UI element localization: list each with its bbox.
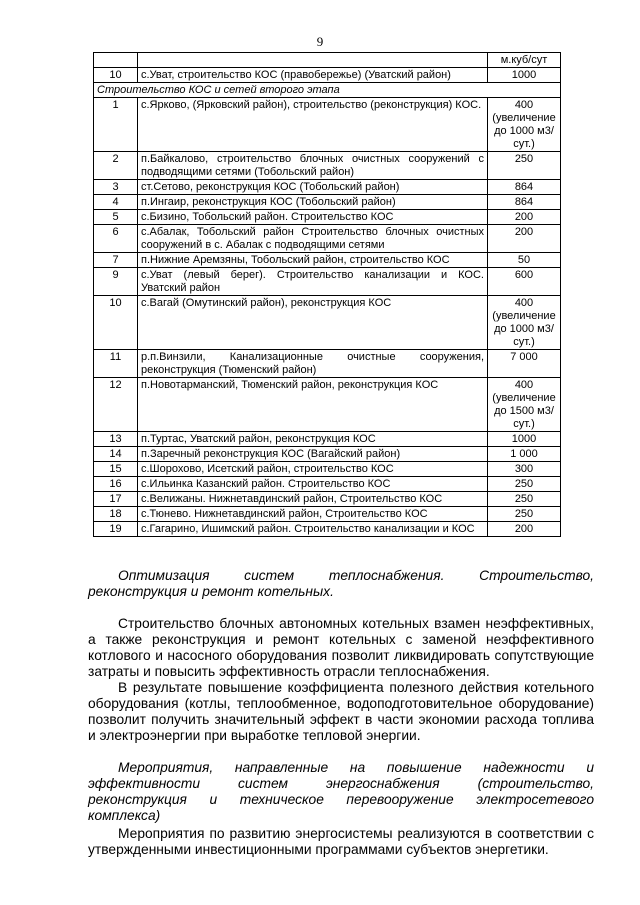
row-capacity: м.куб/сут [488, 53, 561, 68]
row-number: 5 [94, 210, 138, 225]
row-capacity: 200 [488, 210, 561, 225]
table-row [94, 507, 561, 522]
paragraph-energy-system: Мероприятия по развитию энергосистемы реализуются в соответствии с утвержденными инвестиционными программами субъектов энергетики. [88, 826, 594, 857]
table-row [94, 225, 561, 253]
row-capacity: 1 000 [488, 447, 561, 462]
row-description: с.Уват, строительство КОС (правобережье) (Уватский район) [138, 68, 488, 83]
table-row [94, 477, 561, 492]
row-description: с.Ярково, (Ярковский район), строительство (реконструкция) КОС. [138, 98, 488, 152]
row-number: 6 [94, 225, 138, 253]
works-table [93, 52, 561, 537]
row-number: 14 [94, 447, 138, 462]
row-number: 13 [94, 432, 138, 447]
row-capacity: 1000 [488, 432, 561, 447]
row-description: с.Ильинка Казанский район. Строительство КОС [138, 477, 488, 492]
row-capacity: 400 (увеличение до 1000 м3/сут.) [488, 98, 561, 152]
row-description: р.п.Винзили, Канализационные очистные сооружения, реконструкция (Тюменский район) [138, 350, 488, 378]
row-description: п.Туртас, Уватский район, реконструкция КОС [138, 432, 488, 447]
section-heating-body [88, 616, 594, 744]
table-row [94, 350, 561, 378]
table-row [94, 152, 561, 180]
table-row [94, 180, 561, 195]
row-number [94, 53, 138, 68]
row-number: 18 [94, 507, 138, 522]
row-description: п.Ингаир, реконструкция КОС (Тобольский район) [138, 195, 488, 210]
paragraph-boilers: Строительство блочных автономных котельных взамен неэффективных, а также реконструкция и ремонт котельных с заменой неэффективного котлового и насосного оборудования позволит ликвидировать сопутствующие затраты и повысить эффективность отрасли теплоснабжения. [88, 616, 594, 679]
row-capacity: 864 [488, 180, 561, 195]
section-title: Строительство КОС и сетей второго этапа [94, 83, 561, 98]
row-number: 4 [94, 195, 138, 210]
table-row [94, 378, 561, 432]
row-number: 19 [94, 522, 138, 537]
heading-power-supply: Мероприятия, направленные на повышение надежности и эффективности систем энергоснабжения (строительство, реконструкция и техническое перевооружение электросетевого комплекса) [88, 760, 594, 823]
row-capacity: 600 [488, 268, 561, 296]
paragraph-efficiency: В результате повышение коэффициента полезного действия котельного оборудования (котлы, теплообменное, водоподготовительное оборудование) позволит получить значительный эффект в части экономии расхода топлива и электроэнергии при выработке тепловой энергии. [88, 680, 594, 743]
table-row [94, 53, 561, 68]
row-description: с.Тюнево. Нижнетавдинский район, Строительство КОС [138, 507, 488, 522]
row-description: п.Новотарманский, Тюменский район, реконструкция КОС [138, 378, 488, 432]
row-number: 11 [94, 350, 138, 378]
row-capacity: 250 [488, 492, 561, 507]
row-capacity: 250 [488, 152, 561, 180]
row-capacity: 200 [488, 522, 561, 537]
table-row [94, 195, 561, 210]
section-power [88, 760, 594, 824]
table-row [94, 492, 561, 507]
heading-heat-supply: Оптимизация систем теплоснабжения. Строительство, реконструкция и ремонт котельных. [88, 568, 594, 599]
table-row [94, 268, 561, 296]
row-number: 3 [94, 180, 138, 195]
section-power-body [88, 826, 594, 858]
row-capacity: 400 (увеличение до 1500 м3/сут.) [488, 378, 561, 432]
row-number: 10 [94, 68, 138, 83]
row-number: 12 [94, 378, 138, 432]
table-section-row [94, 83, 561, 98]
row-capacity: 400 (увеличение до 1000 м3/сут.) [488, 296, 561, 350]
table-row [94, 253, 561, 268]
row-number: 17 [94, 492, 138, 507]
row-capacity: 864 [488, 195, 561, 210]
row-capacity: 300 [488, 462, 561, 477]
row-number: 15 [94, 462, 138, 477]
row-description: с.Вагай (Омутинский район), реконструкция КОС [138, 296, 488, 350]
row-description: п.Байкалово, строительство блочных очистных сооружений с подводящими сетями (Тобольский район) [138, 152, 488, 180]
row-description: ст.Сетово, реконструкция КОС (Тобольский район) [138, 180, 488, 195]
row-capacity: 250 [488, 477, 561, 492]
table-row [94, 462, 561, 477]
row-description: с.Шорохово, Исетский район, строительство КОС [138, 462, 488, 477]
row-description: с.Велижаны. Нижнетавдинский район, Строительство КОС [138, 492, 488, 507]
row-description: с.Бизино, Тобольский район. Строительство КОС [138, 210, 488, 225]
row-number: 16 [94, 477, 138, 492]
row-description: п.Заречный реконструкция КОС (Вагайский район) [138, 447, 488, 462]
row-description: с.Гагарино, Ишимский район. Строительство канализации и КОС [138, 522, 488, 537]
row-number: 10 [94, 296, 138, 350]
row-description [138, 53, 488, 68]
row-capacity: 1000 [488, 68, 561, 83]
row-description: с.Абалак, Тобольский район Строительство блочных очистных сооружений в с. Абалак с подводящими сетями [138, 225, 488, 253]
table-row [94, 210, 561, 225]
section-heating [88, 568, 594, 600]
works-table-body [94, 53, 561, 537]
row-number: 2 [94, 152, 138, 180]
table-row [94, 296, 561, 350]
table-row [94, 447, 561, 462]
row-description: с.Уват (левый берег). Строительство канализации и КОС. Уватский район [138, 268, 488, 296]
table-row [94, 68, 561, 83]
row-capacity: 250 [488, 507, 561, 522]
row-description: п.Нижние Аремзяны, Тобольский район, строительство КОС [138, 253, 488, 268]
page-number: 9 [316, 34, 324, 49]
row-capacity: 7 000 [488, 350, 561, 378]
table-row [94, 522, 561, 537]
row-number: 1 [94, 98, 138, 152]
row-capacity: 50 [488, 253, 561, 268]
table-row [94, 432, 561, 447]
row-capacity: 200 [488, 225, 561, 253]
table-row [94, 98, 561, 152]
row-number: 7 [94, 253, 138, 268]
row-number: 9 [94, 268, 138, 296]
